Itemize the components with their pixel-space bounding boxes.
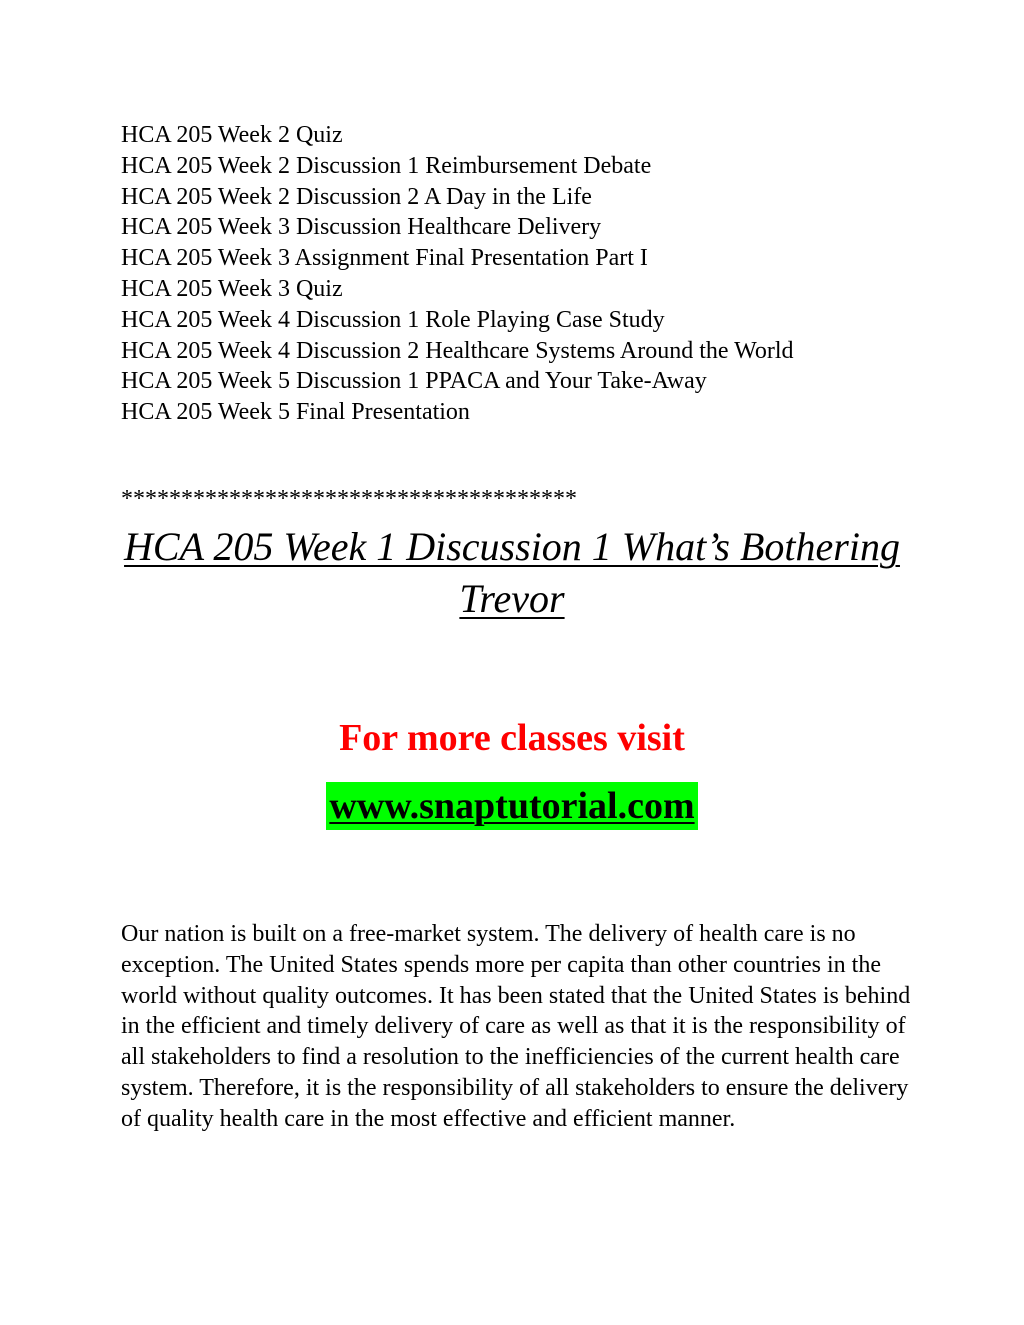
site-link-row <box>0 782 1024 830</box>
promo-text: For more classes visit <box>339 717 685 759</box>
course-list <box>121 120 794 428</box>
course-list-item: HCA 205 Week 3 Discussion Healthcare Delivery <box>121 214 602 241</box>
asterisk-separator: ************************************** <box>121 486 577 512</box>
course-list-item: HCA 205 Week 2 Discussion 2 A Day in the Life <box>121 183 592 210</box>
course-list-item: HCA 205 Week 5 Final Presentation <box>121 399 470 426</box>
course-list-item: HCA 205 Week 4 Discussion 2 Healthcare Systems Around the World <box>121 337 794 364</box>
course-list-item: HCA 205 Week 3 Assignment Final Presentation Part I <box>121 245 648 272</box>
course-list-item: HCA 205 Week 3 Quiz <box>121 275 343 302</box>
document-title-text: HCA 205 Week 1 Discussion 1 What’s Bothering Trevor <box>124 524 900 621</box>
course-list-item: HCA 205 Week 2 Discussion 1 Reimbursement Debate <box>121 152 652 179</box>
document-title <box>100 521 924 625</box>
body-paragraph: Our nation is built on a free-market system. The delivery of health care is no exception. The United States spends more per capita than other countries in the world without quality outcomes. It has been stated that the United States is behind in the efficient and timely delivery of care as well as that it is the responsibility of all stakeholders to find a resolution to the inefficiencies of the current health care system. Therefore, it is the responsibility of all stakeholders to ensure the delivery of quality health care in the most effective and efficient manner. <box>121 921 911 1132</box>
snaptutorial-link[interactable]: www.snaptutorial.com <box>326 782 697 830</box>
course-list-item: HCA 205 Week 5 Discussion 1 PPACA and Your Take-Away <box>121 368 707 395</box>
course-list-item: HCA 205 Week 4 Discussion 1 Role Playing Case Study <box>121 306 665 333</box>
course-list-item: HCA 205 Week 2 Quiz <box>121 122 343 148</box>
